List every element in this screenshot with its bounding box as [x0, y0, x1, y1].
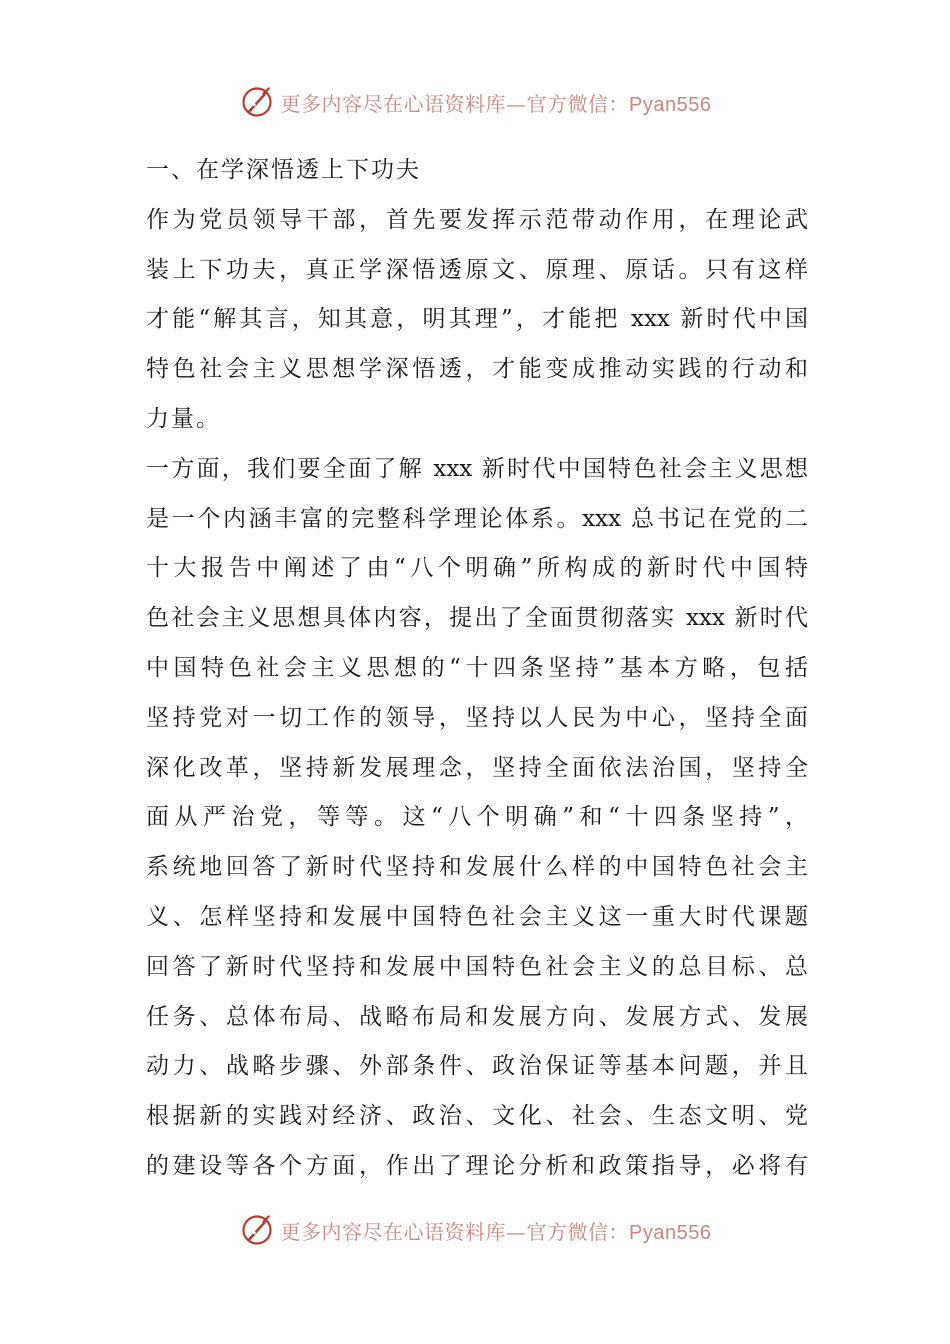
text-line: 坚持党对一切工作的领导，坚持以人民为中心，坚持全面 — [146, 704, 808, 731]
document-body — [146, 146, 808, 1192]
section-heading: 一、在学深悟透上下功夫 — [146, 157, 421, 183]
text-line: 特色社会主义思想学深悟透，才能变成推动实践的行动和 — [146, 356, 808, 383]
text-line: 中国特色社会主义思想的“十四条坚持”基本方略，包括 — [146, 654, 808, 681]
text-line: 义、怎样坚持和发展中国特色社会主义这一重大时代课题 — [146, 903, 808, 930]
text-line: 动力、战略步骤、外部条件、政治保证等基本问题，并且 — [146, 1053, 808, 1080]
text-line: 深化改革，坚持新发展理念，坚持全面依法治国，坚持全 — [146, 754, 808, 781]
text-line: 面从严治党，等等。这“八个明确”和“十四条坚持”， — [146, 804, 808, 831]
footer-watermark-banner — [0, 1208, 950, 1252]
pen-nib-logo-icon — [239, 1212, 275, 1248]
text-line: 作为党员领导干部，首先要发挥示范带动作用，在理论武 — [146, 206, 808, 233]
header-watermark-banner — [0, 80, 950, 124]
text-line: 是一个内涵丰富的完整科学理论体系。xxx 总书记在党的二 — [146, 505, 808, 532]
text-line: 系统地回答了新时代坚持和发展什么样的中国特色社会主 — [146, 854, 808, 881]
pen-nib-logo-icon — [239, 84, 275, 120]
watermark-text: 更多内容尽在心语资料库—官方微信：Pyan556 — [280, 1219, 712, 1244]
text-line: 才能“解其言，知其意，明其理”，才能把 xxx 新时代中国 — [146, 306, 808, 333]
text-line: 十大报告中阐述了由“八个明确”所构成的新时代中国特 — [146, 555, 808, 582]
text-line: 一方面，我们要全面了解 xxx 新时代中国特色社会主义思想 — [146, 455, 808, 482]
watermark-text: 更多内容尽在心语资料库—官方微信：Pyan556 — [280, 91, 712, 116]
text-line: 任务、总体布局、战略布局和发展方向、发展方式、发展 — [146, 1003, 808, 1030]
text-line: 色社会主义思想具体内容，提出了全面贯彻落实 xxx 新时代 — [146, 605, 808, 632]
text-line: 的建设等各个方面，作出了理论分析和政策指导，必将有 — [146, 1152, 808, 1179]
text-line: 根据新的实践对经济、政治、文化、社会、生态文明、党 — [146, 1103, 808, 1130]
text-line: 装上下功夫，真正学深悟透原文、原理、原话。只有这样 — [146, 256, 808, 283]
text-line: 回答了新时代坚持和发展中国特色社会主义的总目标、总 — [146, 953, 808, 980]
text-line: 力量。 — [146, 405, 221, 432]
